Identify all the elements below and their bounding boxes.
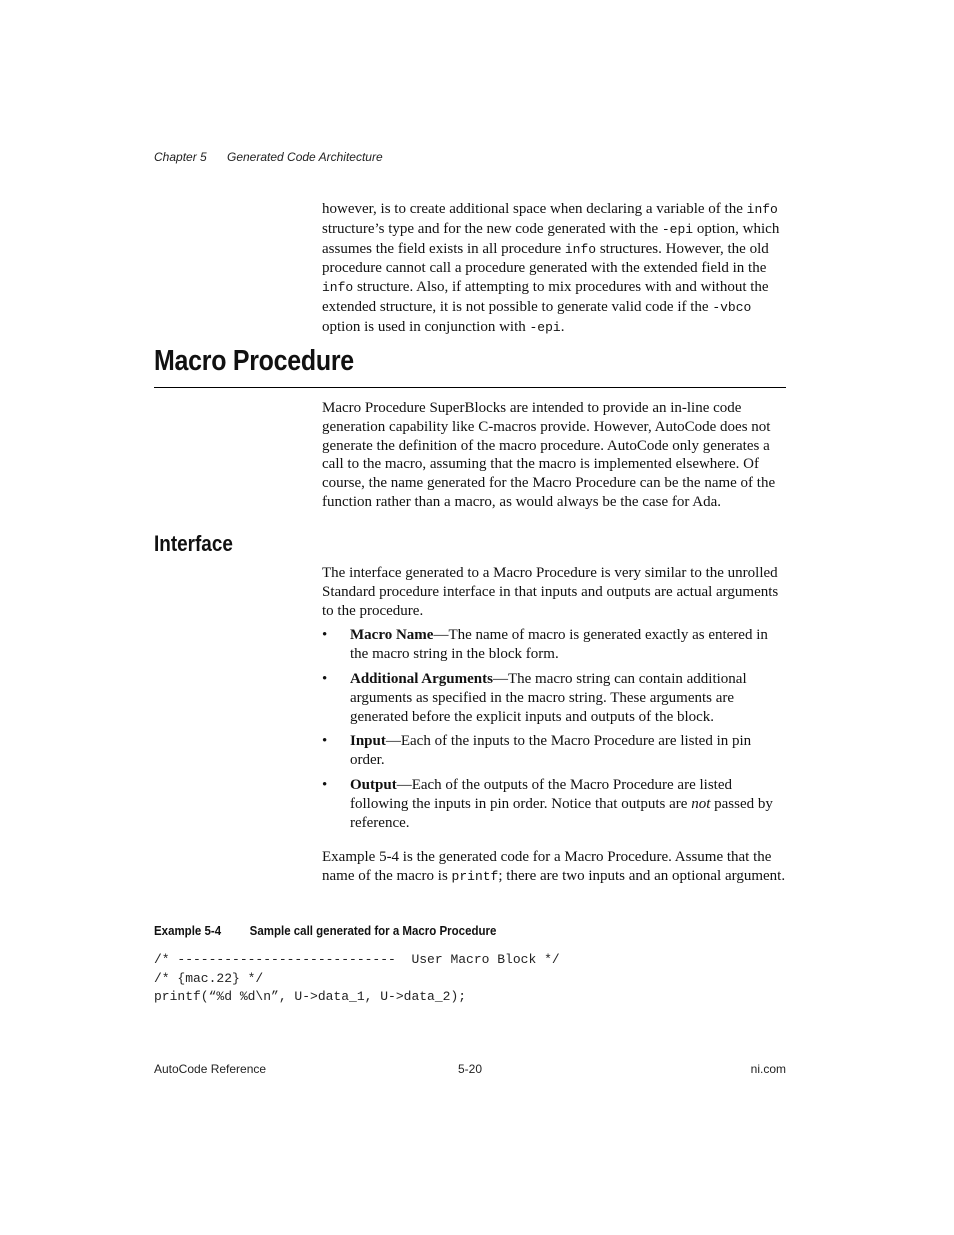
inline-code: printf [451,869,499,885]
bullet-text: —Each of the outputs of the Macro Procedure are listed following the inputs in pin order. Notice that outputs are [350,776,732,812]
list-item [322,670,786,726]
bullet-emphasis: not [691,795,711,812]
intro-text: structures. However, the old procedure cannot call a procedure generated with the extended field in the [322,240,769,277]
bullet-marker: • [322,733,328,750]
bullet-text: —Each of the inputs to the Macro Procedure are listed in pin order. [350,733,752,769]
bullet-marker: • [322,627,328,644]
section-paragraph [322,399,786,512]
bullet-text: —The name of macro is generated exactly as entered in the macro string in the block form. [350,627,768,663]
code-line: /* ---------------------------- User Macro Block */ [154,952,560,967]
inline-code: info [746,202,778,217]
intro-text: option is used in conjunction with [322,318,530,335]
inline-code: -epi [661,221,694,237]
intro-text: structure. Also, if attempting to mix procedures with and without the extended structure, it is not possible to generate valid code if the [322,279,769,315]
inline-code: -epi [529,319,561,335]
interface-paragraph: The interface generated to a Macro Procedure is very similar to the unrolled Standard procedure interface in that inputs and outputs are actual arguments to the procedure. [322,565,779,619]
code-block [154,951,560,1007]
bullet-list [322,626,786,832]
inline-code: info [564,241,597,257]
example-caption-text: Sample call generated for a Macro Procedure [249,924,497,938]
footer-left: AutoCode Reference [154,1062,267,1076]
page-number: 5-20 [458,1062,483,1076]
example-label: Example 5-4 [154,924,222,938]
intro-text: structure’s type and for the new code generated with the [322,220,662,237]
intro-paragraph [322,200,786,338]
example-intro-text: ; there are two inputs and an optional argument. [498,868,786,885]
example-caption [154,924,496,938]
intro-text: . [560,318,565,335]
section-rule [154,387,786,388]
inline-code: -vbco [712,299,752,315]
list-item [322,626,786,664]
header-chapter: Chapter 5 [154,150,207,164]
bullet-marker: • [322,776,328,793]
bullet-text: —The macro string can contain additional arguments as specified in the macro string. These arguments are generated before the explicit inputs and outputs of the block. [350,670,747,725]
interface-content [322,564,786,887]
bullet-term: Macro Name [350,627,434,644]
intro-text: option, which assumes the field exists in all procedure [322,220,780,257]
code-line: /* {mac.22} */ [154,970,264,986]
inline-code: info [322,280,354,296]
list-item [322,776,786,832]
bullet-term: Input [350,733,386,750]
intro-text: however, is to create additional space when declaring a variable of the [322,201,747,217]
section-text: Macro Procedure SuperBlocks are intended to provide an in-line code generation capability like C-macros provide. However, AutoCode does not generate the definition of the macro procedure. AutoCode only generates a call to the macro, assuming that the macro is implemented elsewhere. Of course, the name generated for the Macro Procedure can be the name of the function rather than a macro, as would always be the case for Ada. [322,400,776,510]
footer-right: ni.com [750,1062,786,1076]
code-line: printf(“%d %d\n”, U->data_1, U->data_2); [154,989,467,1005]
list-item [322,732,786,770]
bullet-term: Output [350,776,397,793]
header-title: Generated Code Architecture [227,150,383,164]
bullet-term: Additional Arguments [350,670,493,687]
subsection-heading: Interface [154,531,233,556]
example-intro-text: Example 5-4 is the generated code for a Macro Procedure. Assume that the name of the macro is [322,849,772,885]
example-intro-paragraph [322,848,786,887]
bullet-text: passed by reference. [350,795,773,831]
section-heading: Macro Procedure [154,345,354,377]
bullet-marker: • [322,670,328,687]
running-header [154,150,383,164]
